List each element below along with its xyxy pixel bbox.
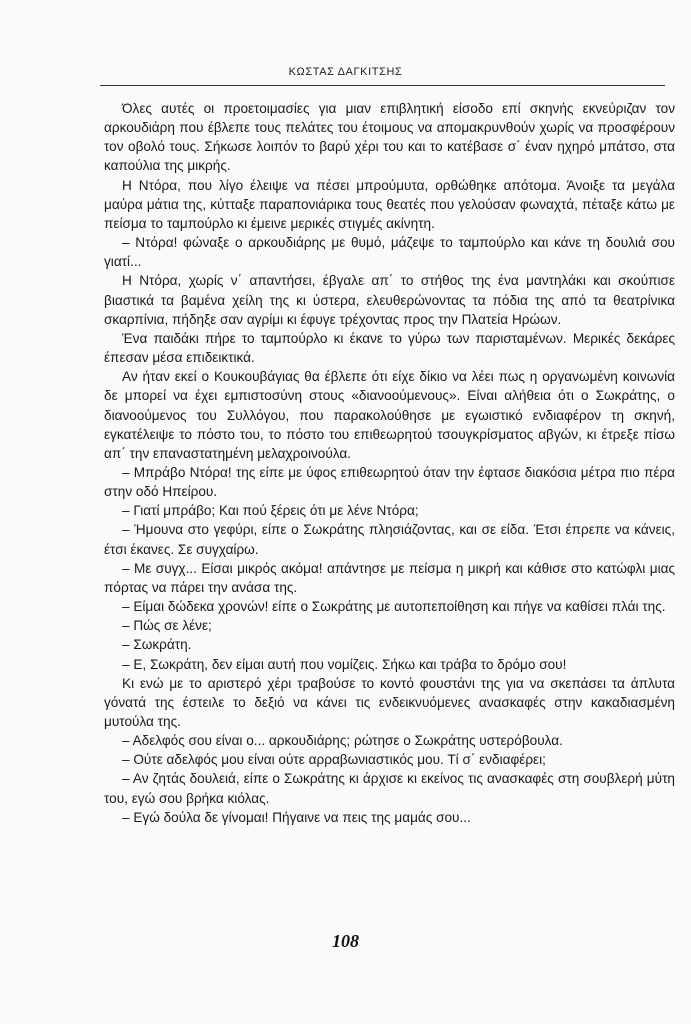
paragraph: – Ντόρα! φώναξε ο αρκουδιάρης με θυμό, μάζεψε το ταμπούρλο και κάνε τη δουλιά σου γιατί... [104,235,675,270]
paragraph: – Μπράβο Ντόρα! της είπε με ύφος επιθεωρητού όταν την έφτασε διακόσια μέτρα πιο πέρα στην οδό Ηπείρου. [104,464,675,500]
paragraph: – Αδελφός σου είναι ο... αρκουδιάρης; ρώτησε ο Σωκράτης υστερόβουλα. [122,733,563,749]
paragraph: – Πώς σε λένε; [122,618,212,634]
running-head: ΚΩΣΤΑΣ ΔΑΓΚΙΤΣΗΣ [288,66,403,78]
paragraph: – Ε, Σωκράτη, δεν είμαι αυτή που νομίζεις. Σήκω και τράβα το δρόμο σου! [122,656,567,672]
paragraph: – Με συγχ... Είσαι μικρός ακόμα! απάντησε με πείσμα η μικρή και κάθισε στο κατώφλι μιας πόρτας να πάρει την ανάσα της. [104,560,675,595]
paragraph: Ένα παιδάκι πήρε το ταμπούρλο κι έκανε το γύρω των παρισταμένων. Μερικές δεκάρες έπεσαν μέσα επιδεικτικά. [104,330,675,366]
paragraph: Αν ήταν εκεί ο Κουκουβάγιας θα έβλεπε ότι είχε δίκιο να λέει πως η οργανωμένη κοινωνία δε μπορεί να έχει εμπιστοσύνη στους «διανοούμενους». Είναι αλήθεια ότι ο Σωκράτης, ο διανοούμενος του Συλλόγου, που παρακολούθησε με εγωιστικό ενδιαφέρον τη σκηνή, εγκατέλειψε το πόστο του, το πόστο του επιθεωρητού τσουγκρίσματος αβγών, κι έτρεξε πίσω απ΄ την επαναστατημένη μελαχροινούλα. [104,369,675,461]
paragraph: – Ούτε αδελφός μου είναι ούτε αρραβωνιαστικός μου. Τί σ΄ ενδιαφέρει; [122,752,546,768]
paragraph: Η Ντόρα, χωρίς ν΄ απαντήσει, έβγαλε απ΄ το στήθος της ένα μαντηλάκι και σκούπισε βιαστικά τα βαμένα χείλη της κι ύστερα, ελευθερώνοντας τα πόδια της από τα θεατρίνικα σκαρπίνια, πήδηξε σαν αγρίμι κι έφυγε τρέχοντας προς την Πλατεία Ηρώων. [104,273,675,327]
paragraph: Κι ενώ με το αριστερό χέρι τραβούσε το κοντό φουστάνι της για να σκεπάσει τα άπλυτα γόνατά της έστειλε το δεξιό να κάνει τις ενδεικνυόμενες ανασκαφές στην κακαδιασμένη μυτούλα της. [104,675,675,729]
page-number: 108 [332,931,359,951]
paragraph: – Είμαι δώδεκα χρονών! είπε ο Σωκράτης με αυτοπεποίθηση και πήγε να καθίσει πλάι της. [122,599,666,615]
paragraph: – Εγώ δούλα δε γίνομαι! Πήγαινε να πεις της μαμάς σου... [122,809,471,825]
paragraph: – Ήμουνα στο γεφύρι, είπε ο Σωκράτης πλησιάζοντας, και σε είδα. Έτσι έπρεπε να κάνεις, έτσι έκανες. Σε συγχαίρω. [104,522,675,557]
paragraph: – Αν ζητάς δουλειά, είπε ο Σωκράτης κι άρχισε κι εκείνος τις ανασκαφές στη σουβλερή μύτη του, εγώ σου βρήκα κιόλας. [104,771,675,806]
paragraph: Η Ντόρα, που λίγο έλειψε να πέσει μπρούμυτα, ορθώθηκε απότομα. Άνοιξε τα μεγάλα μαύρα μάτια της, κύτταξε παραπονιάρικα τους θεατές που γελούσαν φωναχτά, πέταξε κάτω με πείσμα το ταμπούρλο κι έμεινε μερικές στιγμές ακίνητη. [104,177,675,231]
paragraph: – Σωκράτη. [122,637,192,653]
paragraph: Όλες αυτές οι προετοιμασίες για μιαν επιβλητική είσοδο επί σκηνής εκνεύριζαν τον αρκουδιάρη που έβλεπε τους πελάτες του έτοιμους να απομακρυνθούν χωρίς να προσφέρουν τον οβολό τους. Σήκωσε λοιπόν το βαρύ χέρι του και το κατέβασε σ΄ έναν ηχηρό μπάτσο, στα καπούλια της μικρής. [104,101,675,174]
header-rule [100,85,665,86]
paragraph: – Γιατί μπράβο; Και πού ξέρεις ότι με λένε Ντόρα; [122,503,419,519]
body-text [104,99,675,827]
